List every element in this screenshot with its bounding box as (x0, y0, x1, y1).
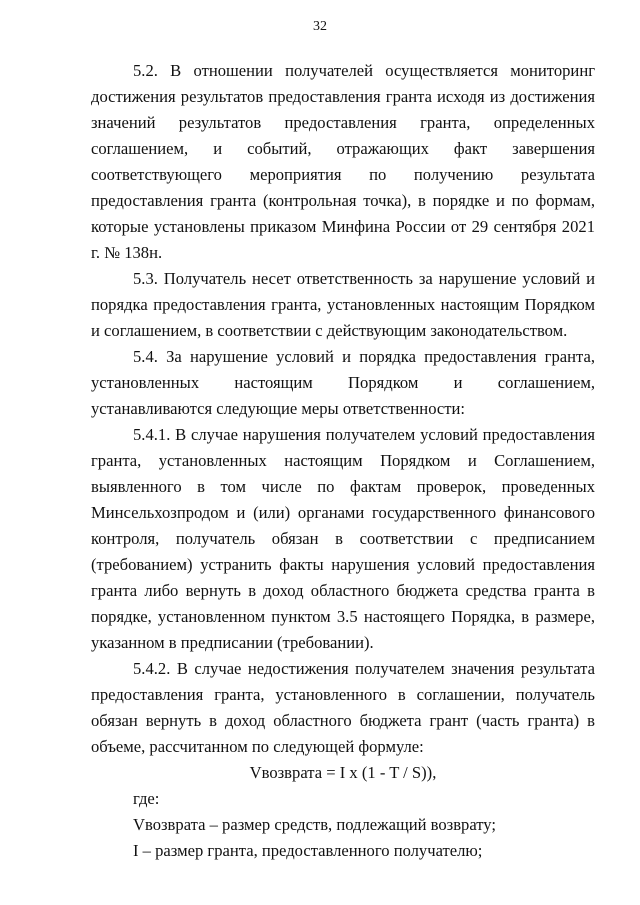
document-body (91, 58, 595, 864)
page-number: 32 (313, 19, 327, 34)
definition-v-return: Vвозврата – размер средств, подлежащий возврату; (133, 815, 496, 834)
paragraph-5-4-2: 5.4.2. В случае недостижения получателем значения результата предоставления гранта, установленного в соглашении, получатель обязан вернуть в доход областного бюджета грант (часть гранта) в объеме, рассчитанном по следующей формуле: (91, 659, 595, 756)
paragraph-5-4-1: 5.4.1. В случае нарушения получателем условий предоставления гранта, установленных настоящим Порядком и Соглашением, выявленного в том числе по фактам проверок, проведенных Минсельхозпродом и (или) органами государственного финансового контроля, получатель обязан в соответствии с предписанием (требованием) устранить факты нарушения условий предоставления гранта либо вернуть в доход областного бюджета средства гранта в порядке, установленном пунктом 3.5 настоящего Порядка, в размере, указанном в предписании (требовании). (91, 425, 595, 652)
paragraph-5-2: 5.2. В отношении получателей осуществляется мониторинг достижения результатов предоставления гранта исходя из достижения значений результатов предоставления гранта, определенных соглашением, и событий, отражающих факт завершения соответствующего мероприятия по получению результата предоставления гранта (контрольная точка), в порядке и по формам, которые установлены приказом Минфина России от 29 сентября 2021 г. № 138н. (91, 61, 595, 262)
return-formula: Vвозврата = I x (1 - T / S)), (249, 763, 437, 782)
definition-i-grant: I – размер гранта, предоставленного получателю; (133, 841, 483, 860)
paragraph-5-4: 5.4. За нарушение условий и порядка предоставления гранта, установленных настоящим Порядком и соглашением, устанавливаются следующие меры ответственности: (91, 347, 595, 418)
paragraph-5-3: 5.3. Получатель несет ответственность за нарушение условий и порядка предоставления гранта, установленных настоящим Порядком и соглашением, в соответствии с действующим законодательством. (91, 269, 595, 340)
definitions-intro: где: (133, 789, 160, 808)
